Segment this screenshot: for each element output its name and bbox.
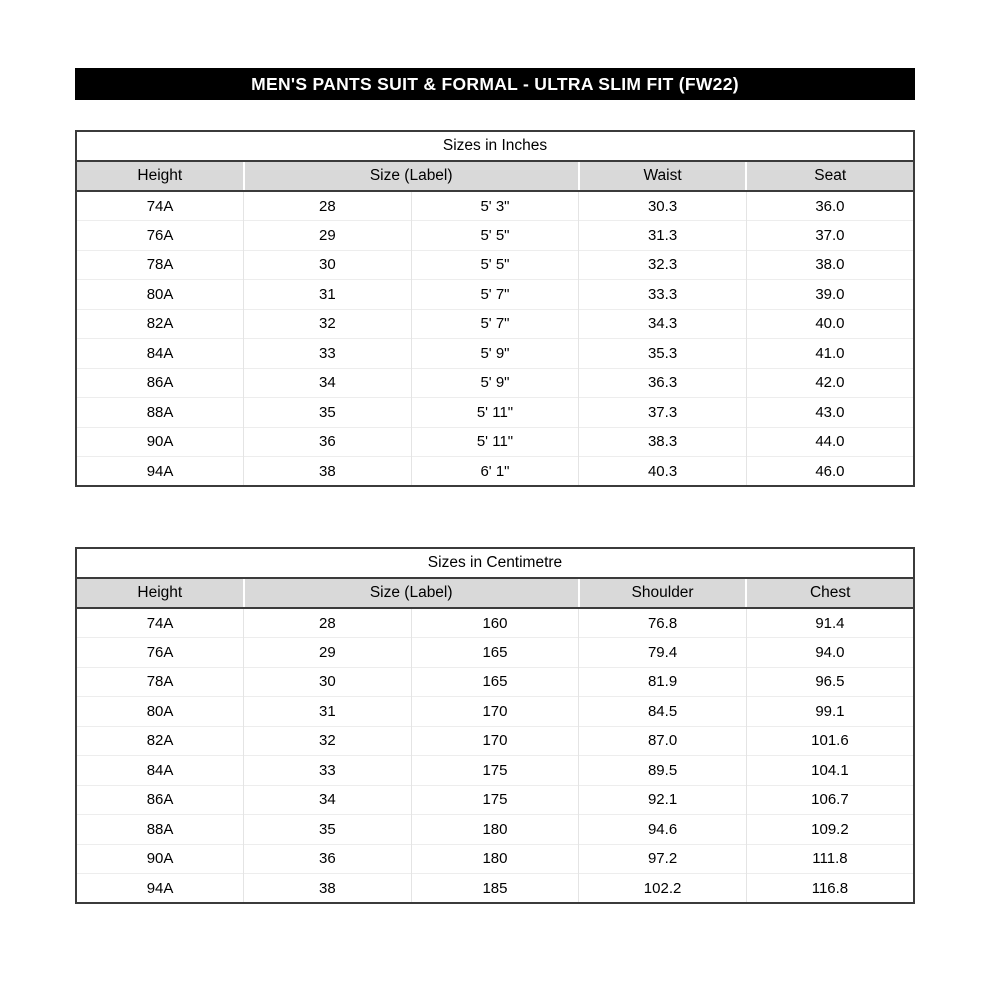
- table-cell: 76A: [76, 638, 244, 668]
- table-cell: 94.0: [746, 638, 914, 668]
- table-cell: 36.0: [746, 191, 914, 221]
- table-cell: 31: [244, 280, 412, 310]
- table-cell: 76A: [76, 221, 244, 251]
- table-cell: 35.3: [579, 339, 747, 369]
- table-cell: 185: [411, 874, 579, 904]
- table-cell: 88A: [76, 398, 244, 428]
- table-cell: 90A: [76, 844, 244, 874]
- table-row: [76, 667, 914, 697]
- table-cell: 180: [411, 844, 579, 874]
- table-cell: 5' 9": [411, 368, 579, 398]
- table-cell: 31: [244, 697, 412, 727]
- table-row: [76, 697, 914, 727]
- table-cell: 38: [244, 457, 412, 487]
- table-cell: 5' 5": [411, 221, 579, 251]
- table-cell: 170: [411, 697, 579, 727]
- table-row: [76, 726, 914, 756]
- table-cell: 30: [244, 667, 412, 697]
- table-cell: 96.5: [746, 667, 914, 697]
- table-row: [76, 368, 914, 398]
- table-cell: 104.1: [746, 756, 914, 786]
- column-header-size-label: Size (Label): [244, 161, 579, 191]
- table-title-row: [76, 548, 914, 578]
- table-row: [76, 844, 914, 874]
- table-cell: 89.5: [579, 756, 747, 786]
- table-cell: 37.3: [579, 398, 747, 428]
- table-cell: 30.3: [579, 191, 747, 221]
- table-cell: 37.0: [746, 221, 914, 251]
- table-cell: 35: [244, 398, 412, 428]
- table-cell: 80A: [76, 280, 244, 310]
- table-cell: 80A: [76, 697, 244, 727]
- table-cell: 39.0: [746, 280, 914, 310]
- table-body: [76, 191, 914, 486]
- sizes-in-centimetre-table: [75, 547, 915, 904]
- table-cell: 43.0: [746, 398, 914, 428]
- table-cell: 81.9: [579, 667, 747, 697]
- table-cell: 90A: [76, 427, 244, 457]
- table-cell: 29: [244, 221, 412, 251]
- table-body: [76, 608, 914, 903]
- table-cell: 34: [244, 368, 412, 398]
- table-row: [76, 398, 914, 428]
- table-cell: 84A: [76, 339, 244, 369]
- table-row: [76, 608, 914, 638]
- table-cell: 84A: [76, 756, 244, 786]
- table-cell: 5' 9": [411, 339, 579, 369]
- table-cell: 82A: [76, 726, 244, 756]
- table-cell: 94.6: [579, 815, 747, 845]
- table-cell: 97.2: [579, 844, 747, 874]
- table-cell: 41.0: [746, 339, 914, 369]
- table-cell: 99.1: [746, 697, 914, 727]
- table-cell: 36: [244, 844, 412, 874]
- table-title: Sizes in Inches: [76, 131, 914, 161]
- table-cell: 46.0: [746, 457, 914, 487]
- table-cell: 87.0: [579, 726, 747, 756]
- table-cell: 91.4: [746, 608, 914, 638]
- table-cell: 5' 11": [411, 398, 579, 428]
- table-row: [76, 250, 914, 280]
- table-row: [76, 191, 914, 221]
- table-cell: 92.1: [579, 785, 747, 815]
- table-cell: 5' 7": [411, 309, 579, 339]
- table-cell: 160: [411, 608, 579, 638]
- table-cell: 5' 3": [411, 191, 579, 221]
- table-cell: 180: [411, 815, 579, 845]
- table-row: [76, 457, 914, 487]
- table-cell: 30: [244, 250, 412, 280]
- column-header-seat: Seat: [746, 161, 914, 191]
- table-cell: 79.4: [579, 638, 747, 668]
- table-cell: 32.3: [579, 250, 747, 280]
- page-title-banner: MEN'S PANTS SUIT & FORMAL - ULTRA SLIM FIT (FW22): [75, 68, 915, 100]
- table-cell: 111.8: [746, 844, 914, 874]
- table-cell: 74A: [76, 608, 244, 638]
- table-header-row: [76, 161, 914, 191]
- table-cell: 94A: [76, 874, 244, 904]
- table-title-row: [76, 131, 914, 161]
- table-row: [76, 756, 914, 786]
- table-cell: 29: [244, 638, 412, 668]
- table-cell: 5' 11": [411, 427, 579, 457]
- table-cell: 82A: [76, 309, 244, 339]
- table-cell: 102.2: [579, 874, 747, 904]
- table-cell: 38.3: [579, 427, 747, 457]
- table-cell: 74A: [76, 191, 244, 221]
- table-cell: 165: [411, 638, 579, 668]
- table-row: [76, 339, 914, 369]
- table-row: [76, 785, 914, 815]
- column-header-height: Height: [76, 161, 244, 191]
- table-row: [76, 221, 914, 251]
- table-row: [76, 874, 914, 904]
- table-cell: 36.3: [579, 368, 747, 398]
- table-cell: 40.3: [579, 457, 747, 487]
- column-header-size-label: Size (Label): [244, 578, 579, 608]
- table-cell: 28: [244, 191, 412, 221]
- table-cell: 6' 1": [411, 457, 579, 487]
- column-header-waist: Waist: [579, 161, 747, 191]
- sizes-in-inches-table: [75, 130, 915, 487]
- table-cell: 31.3: [579, 221, 747, 251]
- table-cell: 35: [244, 815, 412, 845]
- table-cell: 38: [244, 874, 412, 904]
- table-cell: 94A: [76, 457, 244, 487]
- table-cell: 40.0: [746, 309, 914, 339]
- table-cell: 116.8: [746, 874, 914, 904]
- table-cell: 34: [244, 785, 412, 815]
- table-cell: 42.0: [746, 368, 914, 398]
- table-cell: 44.0: [746, 427, 914, 457]
- table-cell: 165: [411, 667, 579, 697]
- table-cell: 76.8: [579, 608, 747, 638]
- table-cell: 86A: [76, 785, 244, 815]
- table-cell: 36: [244, 427, 412, 457]
- table-row: [76, 309, 914, 339]
- table-title: Sizes in Centimetre: [76, 548, 914, 578]
- table-row: [76, 815, 914, 845]
- table-cell: 32: [244, 309, 412, 339]
- table-cell: 32: [244, 726, 412, 756]
- column-header-shoulder: Shoulder: [579, 578, 747, 608]
- table-cell: 101.6: [746, 726, 914, 756]
- table-cell: 5' 7": [411, 280, 579, 310]
- table-cell: 78A: [76, 250, 244, 280]
- column-header-height: Height: [76, 578, 244, 608]
- table-cell: 106.7: [746, 785, 914, 815]
- table-cell: 34.3: [579, 309, 747, 339]
- table-cell: 170: [411, 726, 579, 756]
- table-cell: 86A: [76, 368, 244, 398]
- table-cell: 88A: [76, 815, 244, 845]
- table-cell: 175: [411, 756, 579, 786]
- table-row: [76, 638, 914, 668]
- table-cell: 84.5: [579, 697, 747, 727]
- table-header-row: [76, 578, 914, 608]
- table-cell: 175: [411, 785, 579, 815]
- table-row: [76, 427, 914, 457]
- table-cell: 33: [244, 339, 412, 369]
- table-cell: 78A: [76, 667, 244, 697]
- column-header-chest: Chest: [746, 578, 914, 608]
- table-cell: 33: [244, 756, 412, 786]
- table-cell: 5' 5": [411, 250, 579, 280]
- table-cell: 28: [244, 608, 412, 638]
- table-row: [76, 280, 914, 310]
- table-cell: 38.0: [746, 250, 914, 280]
- table-cell: 33.3: [579, 280, 747, 310]
- table-cell: 109.2: [746, 815, 914, 845]
